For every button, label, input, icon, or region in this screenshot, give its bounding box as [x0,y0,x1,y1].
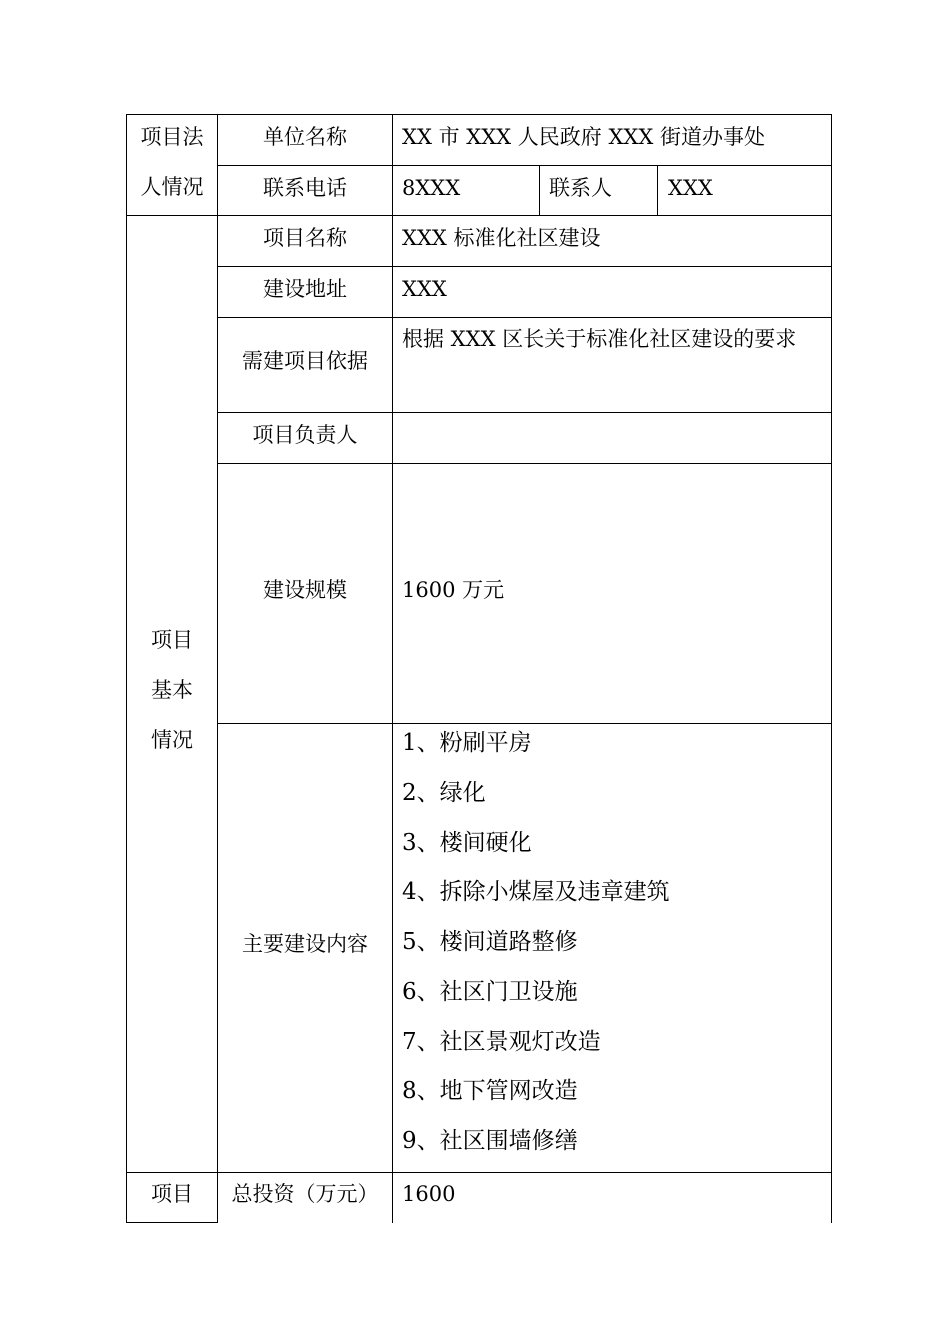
content-item: 8、地下管网改造 [402,1078,578,1104]
table-border [539,165,540,216]
table-border [126,1222,218,1223]
legal-person-section-label: 项目法 [140,125,204,149]
table-border [217,463,832,464]
table-border [217,412,832,413]
content-item: 9、社区围墙修缮 [402,1128,578,1154]
total-investment-label: 总投资（万元） [231,1182,379,1206]
basic-info-section-label: 情况 [151,728,193,752]
basis-value: 根据 XXX 区长关于标准化社区建设的要求 [402,327,797,351]
investment-section-label: 项目 [151,1182,193,1206]
table-border [126,114,127,1223]
table-border [217,723,832,724]
table-border [217,266,832,267]
content-item: 2、绿化 [402,780,486,806]
content-item: 4、拆除小煤屋及违章建筑 [402,879,670,905]
legal-person-section-label: 人情况 [140,175,204,199]
unit-name-label: 单位名称 [263,125,347,149]
phone-label: 联系电话 [263,176,347,200]
contact-label: 联系人 [549,176,612,200]
basis-label: 需建项目依据 [242,349,368,373]
table-border [126,215,832,216]
content-item: 3、楼间硬化 [402,830,532,856]
project-name-label: 项目名称 [263,226,347,250]
basic-info-section-label: 基本 [151,678,193,702]
table-border [126,114,832,115]
content-item: 6、社区门卫设施 [402,979,578,1005]
table-border [126,1172,832,1173]
total-investment-value: 1600 [402,1182,456,1206]
contact-value: XXX [668,176,713,200]
scale-label: 建设规模 [263,578,347,602]
content-item: 1、粉刷平房 [402,730,532,756]
table-border [831,114,832,1223]
phone-value: 8XXX [402,176,461,200]
scale-value: 1600 万元 [402,578,505,602]
address-value: XXX [402,277,447,301]
address-label: 建设地址 [263,277,347,301]
content-item: 5、楼间道路整修 [402,929,578,955]
project-name-value: XXX 标准化社区建设 [402,226,601,250]
basic-info-section-label: 项目 [151,628,193,652]
content-item: 7、社区景观灯改造 [402,1029,601,1055]
table-border [217,165,832,166]
table-border [217,317,832,318]
table-border [657,165,658,216]
unit-name-value: XX 市 XXX 人民政府 XXX 街道办事处 [402,125,765,149]
content-label: 主要建设内容 [242,932,368,956]
manager-label: 项目负责人 [252,423,358,447]
